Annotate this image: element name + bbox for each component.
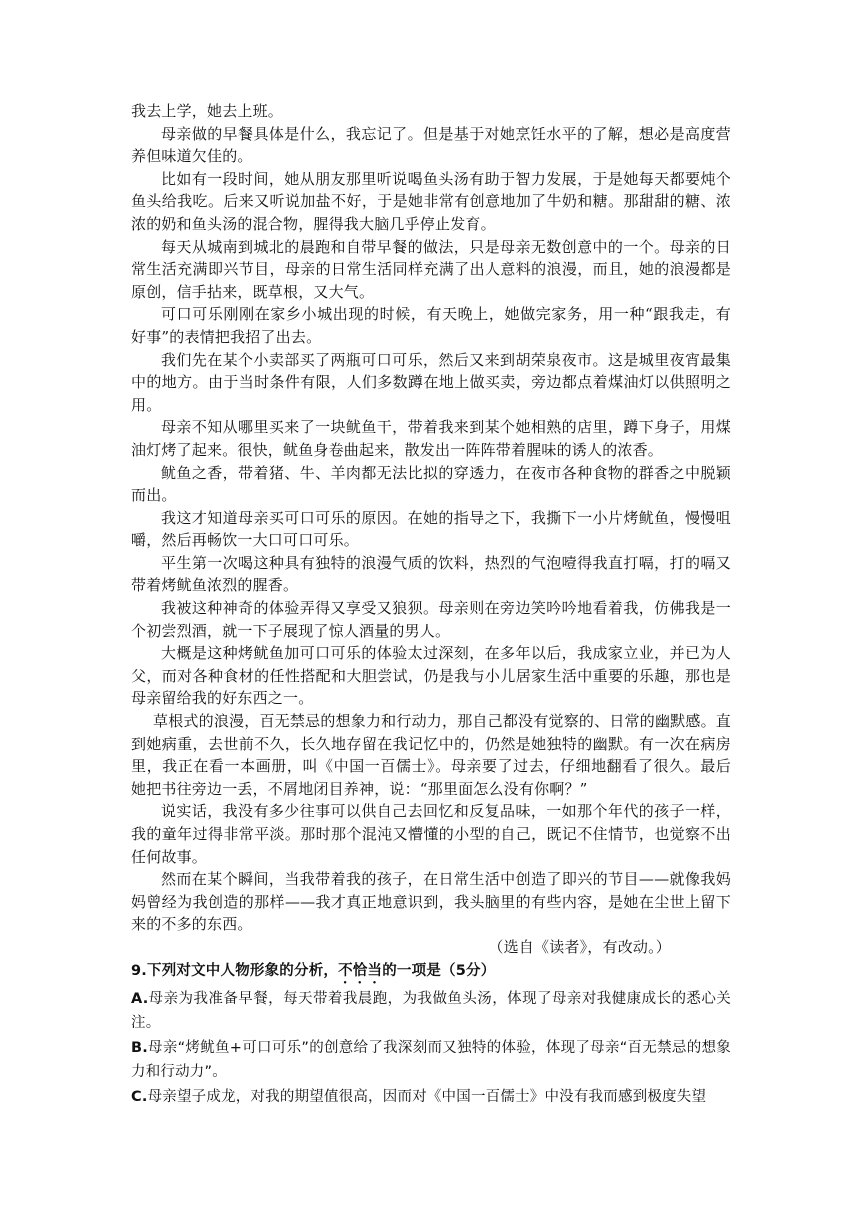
question-stem-emphasis: 不恰当 [338, 962, 383, 979]
document-page [131, 100, 731, 1109]
paragraph: 然而在某个瞬间，当我带着我的孩子，在日常生活中创造了即兴的节目——就像我妈妈曾经为我创造的那样——我才真正地意识到，我头脑里的有些内容，是她在尘世上留下来的不多的东西。 [131, 870, 731, 934]
paragraph: 每天从城南到城北的晨跑和自带早餐的做法，只是母亲无数创意中的一个。母亲的日常生活充满即兴节目，母亲的日常生活同样充满了出人意料的浪漫，而且，她的浪漫都是原创，信手拈来，既草根，又大气。 [131, 237, 731, 301]
paragraph: 我们先在某个小卖部买了两瓶可口可乐，然后又来到胡荣泉夜市。这是城里夜宵最集中的地方。由于当时条件有限，人们多数蹲在地上做买卖，旁边都点着煤油灯以供照明之用。 [131, 350, 731, 414]
paragraph: 母亲不知从哪里买来了一块鱿鱼干，带着我来到某个她相熟的店里，蹲下身子，用煤油灯烤了起来。很快，鱿鱼身卷曲起来，散发出一阵阵带着腥味的诱人的浓香。 [131, 418, 731, 459]
paragraph: 说实话，我没有多少往事可以供自己去回忆和反复品味，一如那个年代的孩子一样，我的童年过得非常平淡。那时那个混沌又懵懂的小型的自己，既记不住情节，也觉察不出任何故事。 [131, 802, 731, 866]
question-stem [131, 959, 731, 987]
paragraph: 比如有一段时间，她从朋友那里听说喝鱼头汤有助于智力发展，于是她每天都要炖个鱼头给我吃。后来又听说加盐不好，于是她非常有创意地加了牛奶和糖。那甜甜的糖、浓浓的奶和鱼头汤的混合物，腥得我大脑几乎停止发育。 [131, 169, 731, 233]
option-text: 母亲为我准备早餐，每天带着我晨跑，为我做鱼头汤，体现了母亲对我健康成长的悉心关注。 [131, 990, 731, 1032]
option-letter: A. [131, 990, 149, 1007]
option-a [131, 987, 731, 1036]
paragraph: 我这才知道母亲买可口可乐的原因。在她的指导之下，我撕下一小片烤鱿鱼，慢慢咀嚼，然后再畅饮一大口可口可乐。 [131, 508, 731, 550]
paragraph: 母亲做的早餐具体是什么，我忘记了。但是基于对她烹饪水平的了解，想必是高度营养但味道欠佳的。 [131, 124, 731, 166]
paragraph: 可口可乐刚刚在家乡小城出现的时候，有天晚上，她做完家务，用一种“跟我走，有好事”的表情把我招了出去。 [131, 305, 731, 346]
option-text: 母亲望子成龙，对我的期望值很高，因而对《中国一百儒士》中没有我而感到极度失望 [147, 1088, 707, 1105]
option-letter: C. [131, 1088, 148, 1105]
question-stem-before: 9.下列对文中人物形象的分析， [131, 962, 339, 979]
paragraph: 大概是这种烤鱿鱼加可口可乐的体验太过深刻，在多年以后，我成家立业，并已为人父，而对各种食材的任性搭配和大胆尝试，仍是我与小儿居家生活中重要的乐趣，那也是母亲留给我的好东西之一。 [131, 644, 731, 708]
paragraph: 平生第一次喝这种具有独特的浪漫气质的饮料，热烈的气泡噎得我直打嗝，打的嗝又带着烤鱿鱼浓烈的腥香。 [131, 553, 731, 595]
option-b [131, 1036, 731, 1085]
paragraph: 草根式的浪漫，百无禁忌的想象力和行动力，那自己都没有觉察的、日常的幽默感。直到她病重，去世前不久，长久地存留在我记忆中的，仍然是她独特的幽默。有一次在病房里，我正在看一本画册，叫《中国一百儒士》。母亲要了过去，仔细地翻看了很久。最后她把书往旁边一丢，不屑地闭目养神，说：“那里面怎么没有你啊？” [131, 712, 731, 798]
paragraph: 鱿鱼之香，带着猪、牛、羊肉都无法比拟的穿透力，在夜市各种食物的群香之中脱颖而出。 [131, 463, 731, 505]
paragraph: 我去上学，她去上班。 [131, 102, 284, 120]
question-stem-after: 的一项是（5分） [382, 962, 496, 979]
source-citation: （选自《读者》，有改动。） [488, 937, 671, 956]
paragraph: 我被这种神奇的体验弄得又享受又狼狈。母亲则在旁边笑吟吟地看着我，仿佛我是一个初尝烈酒，就一下子展现了惊人酒量的男人。 [131, 599, 731, 640]
option-c [131, 1085, 731, 1110]
option-letter: B. [131, 1039, 148, 1056]
option-text: 母亲“烤鱿鱼+可口可乐”的创意给了我深刻而又独特的体验，体现了母亲“百无禁忌的想象力和行动力”。 [131, 1039, 731, 1081]
